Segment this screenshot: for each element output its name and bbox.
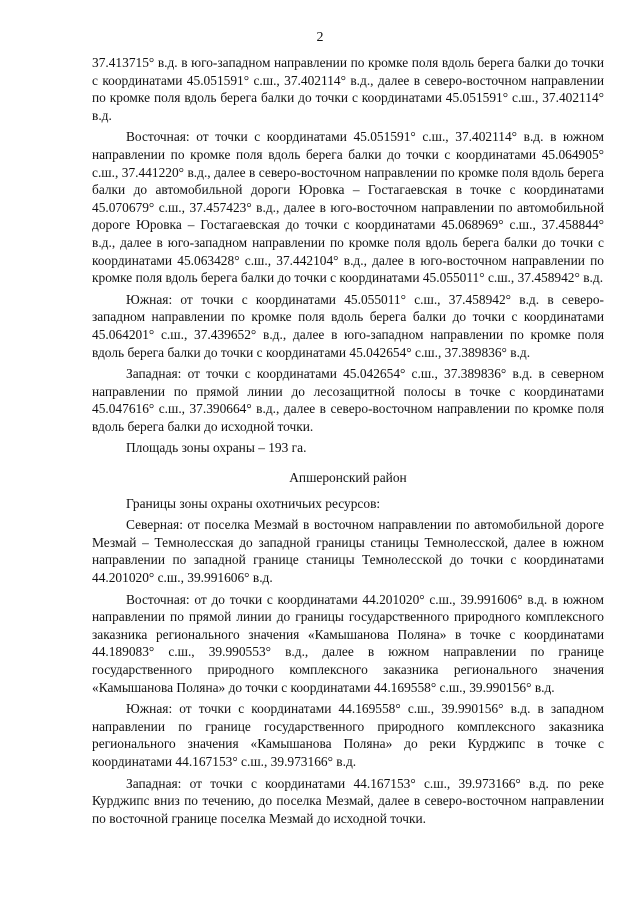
paragraph-eastern-boundary: Восточная: от до точки с координатами 44.201020° с.ш., 39.991606° в.д. в южном направлении по прямой линии до границы государственного природного комплексного заказника регионального значения «Камышанова Поляна» в точке с координатами 44.189083° с.ш., 39.990553° в.д., далее в южном направлении по границе государственного природного комплексного заказника регионального значения «Камышанова Поляна» до точки с координатами 44.169558° с.ш., 39.990156° в.д.: [92, 591, 604, 695]
paragraph-eastern-boundary: Восточная: от точки с координатами 45.051591° с.ш., 37.402114° в.д. в южном направлении по кромке поля вдоль берега балки до точки с координатами 45.064905° с.ш., 37.441220° в.д., далее в северо-восточном направлении по кромке поля вдоль берега балки до автомобильной дороги Юровка – Гостагаевская в точке с координатами 45.070679° с.ш., 37.457423° в.д., далее в юго-восточном направлении по автомобильной дороге Юровка – Гостагаевская до точки с координатами 45.068969° с.ш., 37.458844° в.д., далее в юго-западном направлении по кромке поля вдоль берега балки до точки с координатами 45.063428° с.ш., 37.442104° в.д., далее в юго-восточном направлении по кромке поля вдоль берега балки до точки с координатами 45.055011° с.ш., 37.458942° в.д.: [92, 129, 604, 286]
page-number: 2: [316, 30, 324, 45]
paragraph-western-boundary: Западная: от точки с координатами 45.042654° с.ш., 37.389836° в.д. в северном направлении по прямой линии до лесозащитной полосы в точке с координатами 45.047616° с.ш., 37.390664° в.д., далее в северо-восточном направлении по кромке поля вдоль берега балки до исходной точки.: [92, 366, 604, 434]
paragraph-area: Площадь зоны охраны – 193 га.: [126, 440, 307, 456]
paragraph-northern-boundary: Северная: от поселка Мезмай в восточном направлении по автомобильной дороге Мезмай – Темнолесская до западной границы станицы Темнолесской, далее в южном направлении по западной границе станицы Темнолесской до точки с координатами 44.201020° с.ш., 39.991606° в.д.: [92, 517, 604, 586]
document-body: [92, 54, 604, 831]
section-title: Апшеронский район: [289, 470, 407, 486]
paragraph-southern-boundary: Южная: от точки с координатами 44.169558° с.ш., 39.990156° в.д. в западном направлении по границе государственного природного комплексного заказника регионального значения «Камышанова Поляна» до реки Курджипс в точке с координатами 44.167153° с.ш., 39.973166° в.д.: [92, 701, 604, 769]
paragraph-boundaries-heading: Границы зоны охраны охотничьих ресурсов:: [126, 495, 381, 511]
paragraph: 37.413715° в.д. в юго-западном направлении по кромке поля вдоль берега балки до точки с координатами 45.051591° с.ш., 37.402114° в.д., далее в северо-восточном направлении по кромке поля вдоль берега балки до точки с координатами 45.051591° с.ш., 37.402114° в.д.: [92, 55, 604, 123]
paragraph-western-boundary: Западная: от точки с координатами 44.167153° с.ш., 39.973166° в.д. по реке Курджипс вниз по течению, до поселка Мезмай, далее в северо-восточном направлении по восточной границе поселка Мезмай до исходной точки.: [92, 775, 604, 826]
paragraph-southern-boundary: Южная: от точки с координатами 45.055011° с.ш., 37.458942° в.д. в северо-западном направлении по кромке поля вдоль берега балки до точки с координатами 45.064201° с.ш., 37.439652° в.д., далее в юго-западном направлении по кромке поля вдоль берега балки до точки с координатами 45.042654° с.ш., 37.389836° в.д.: [92, 291, 604, 360]
